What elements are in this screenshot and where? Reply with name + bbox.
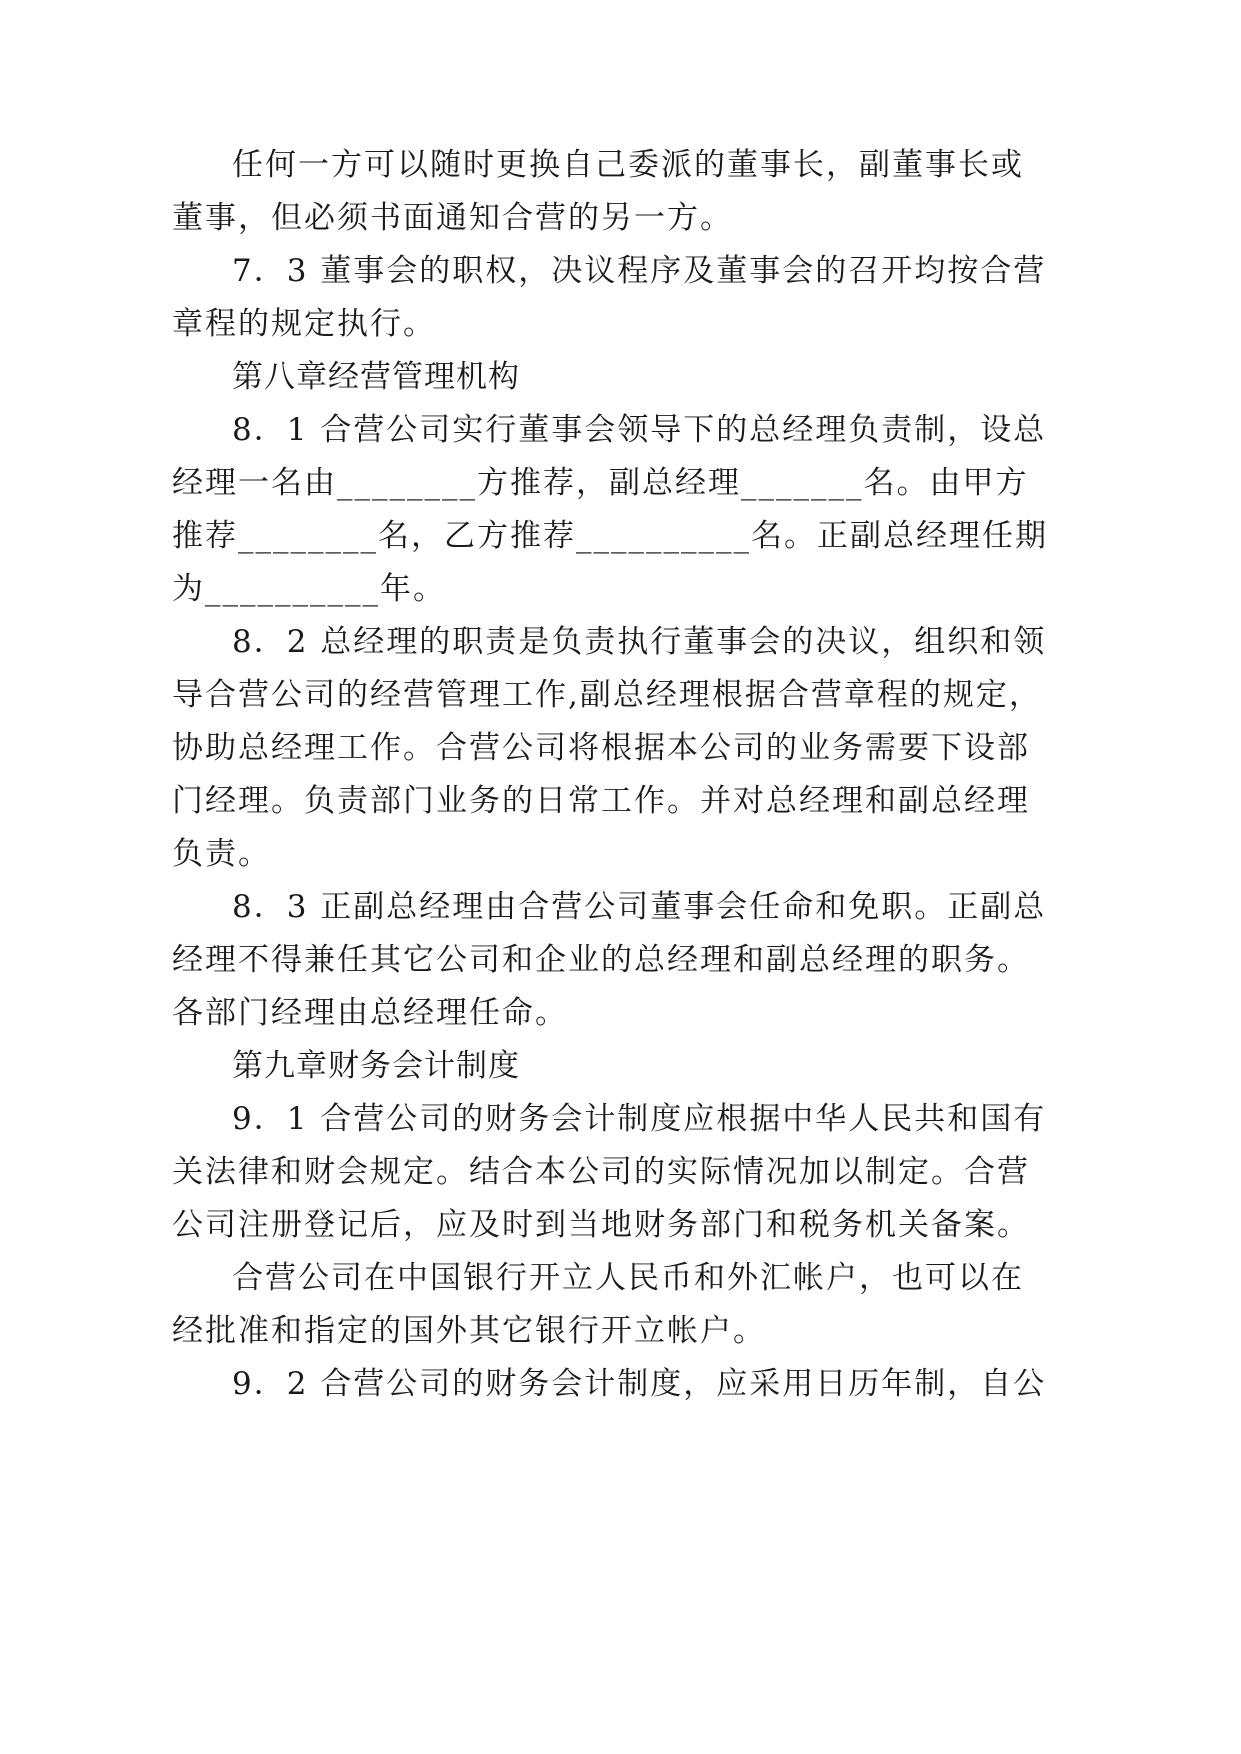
paragraph-line: 经理不得兼任其它公司和企业的总经理和副总经理的职务。 bbox=[172, 942, 1030, 978]
paragraph-line: 经理一名由________方推荐，副总经理_______名。由甲方 bbox=[172, 465, 1029, 501]
paragraph-line: 经批准和指定的国外其它银行开立帐户。 bbox=[172, 1313, 766, 1349]
paragraph-line: 合营公司在中国银行开立人民币和外汇帐户，也可以在 bbox=[232, 1260, 1024, 1296]
paragraph-line: 为__________年。 bbox=[172, 571, 446, 607]
paragraph-line: 协助总经理工作。合营公司将根据本公司的业务需要下设部 bbox=[172, 730, 1030, 766]
paragraph-line: 7．3 董事会的职权，决议程序及董事会的召开均按合营 bbox=[232, 253, 1047, 289]
paragraph-line: 负责。 bbox=[172, 836, 271, 872]
paragraph-line: 门经理。负责部门业务的日常工作。并对总经理和副总经理 bbox=[172, 783, 1030, 819]
chapter-heading: 第八章经营管理机构 bbox=[232, 359, 520, 395]
chapter-heading: 第九章财务会计制度 bbox=[232, 1048, 520, 1084]
paragraph-line: 9．1 合营公司的财务会计制度应根据中华人民共和国有 bbox=[232, 1101, 1047, 1137]
paragraph-line: 8．1 合营公司实行董事会领导下的总经理负责制，设总 bbox=[232, 412, 1047, 448]
paragraph-line: 关法律和财会规定。结合本公司的实际情况加以制定。合营 bbox=[172, 1154, 1030, 1190]
paragraph-line: 导合营公司的经营管理工作,副总经理根据合营章程的规定， bbox=[172, 677, 1042, 713]
paragraph-line: 8．3 正副总经理由合营公司董事会任命和免职。正副总 bbox=[232, 889, 1047, 925]
paragraph-line: 公司注册登记后，应及时到当地财务部门和税务机关备案。 bbox=[172, 1207, 1030, 1243]
paragraph-line: 董事，但必须书面通知合营的另一方。 bbox=[172, 200, 733, 236]
paragraph-line: 8．2 总经理的职责是负责执行董事会的决议，组织和领 bbox=[232, 624, 1047, 660]
paragraph-line: 章程的规定执行。 bbox=[172, 306, 436, 342]
paragraph-line: 9．2 合营公司的财务会计制度，应采用日历年制，自公 bbox=[232, 1366, 1047, 1402]
paragraph-line: 任何一方可以随时更换自己委派的董事长，副董事长或 bbox=[232, 147, 1024, 183]
paragraph-line: 推荐________名，乙方推荐__________名。正副总经理任期 bbox=[172, 518, 1048, 554]
paragraph-line: 各部门经理由总经理任命。 bbox=[172, 995, 568, 1031]
